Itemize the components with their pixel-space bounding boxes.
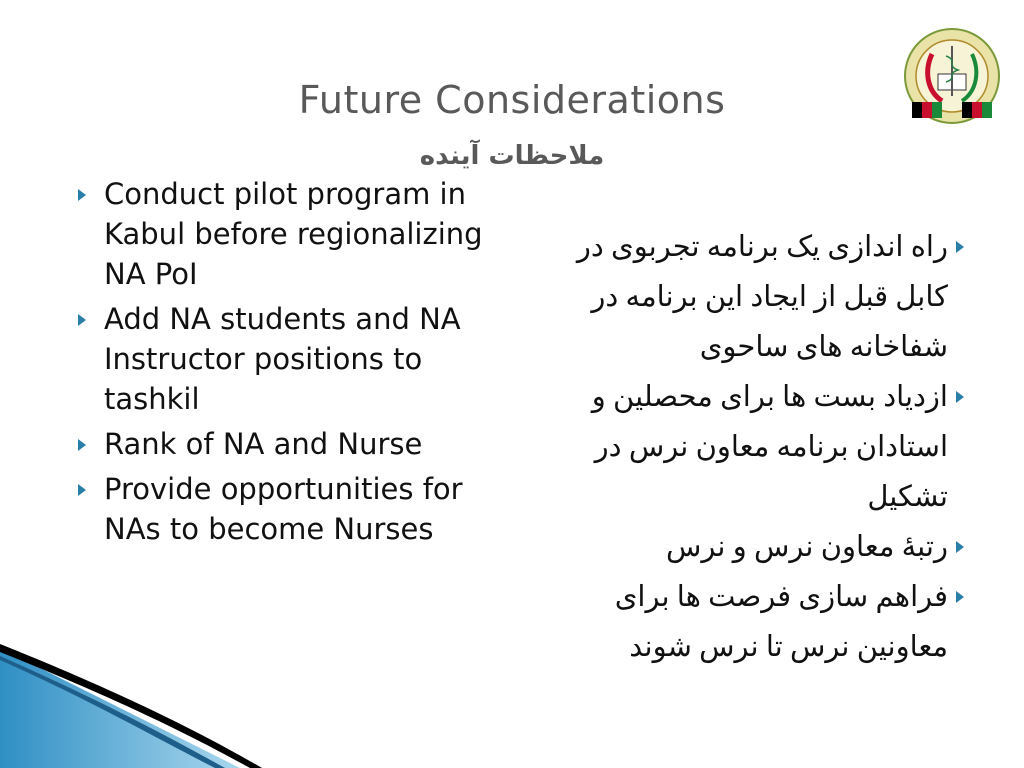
triangle-bullet-icon: [956, 541, 964, 553]
list-item: [74, 174, 504, 294]
triangle-bullet-icon: [956, 391, 964, 403]
bullet-text: راه اندازی یک برنامه تجربوی در کابل قبل از ایجاد این برنامه در شفاخانه های ساحوی: [576, 231, 948, 363]
bullet-text: ازدیاد بست ها برای محصلین و استادان برنامه معاون نرس در تشکیل: [591, 381, 948, 513]
triangle-bullet-icon: [78, 439, 86, 451]
english-bullet-list: [74, 174, 504, 554]
bullet-text: Add NA students and NA Instructor positions to tashkil: [104, 302, 461, 416]
slide-subtitle: ملاحظات آینده: [419, 141, 605, 171]
triangle-bullet-icon: [78, 189, 86, 201]
list-item: [74, 299, 504, 419]
bullet-text: Conduct pilot program in Kabul before regionalizing NA PoI: [104, 177, 483, 291]
list-item: [520, 572, 990, 672]
list-item: [74, 424, 504, 464]
bullet-text: Provide opportunities for NAs to become Nurses: [104, 472, 463, 546]
list-item: [520, 222, 990, 372]
bullet-text: رتبۀ معاون نرس و نرس: [666, 531, 948, 563]
triangle-bullet-icon: [956, 591, 964, 603]
triangle-bullet-icon: [956, 241, 964, 253]
bullet-text: Rank of NA and Nurse: [104, 427, 423, 461]
list-item: [520, 522, 990, 572]
bullet-text: فراهم سازی فرصت ها برای معاونین نرس تا نرس شوند: [614, 581, 948, 663]
triangle-bullet-icon: [78, 314, 86, 326]
list-item: [520, 372, 990, 522]
triangle-bullet-icon: [78, 484, 86, 496]
slide-title: Future Considerations: [298, 78, 726, 122]
list-item: [74, 469, 504, 549]
dari-bullet-list: [520, 222, 990, 672]
